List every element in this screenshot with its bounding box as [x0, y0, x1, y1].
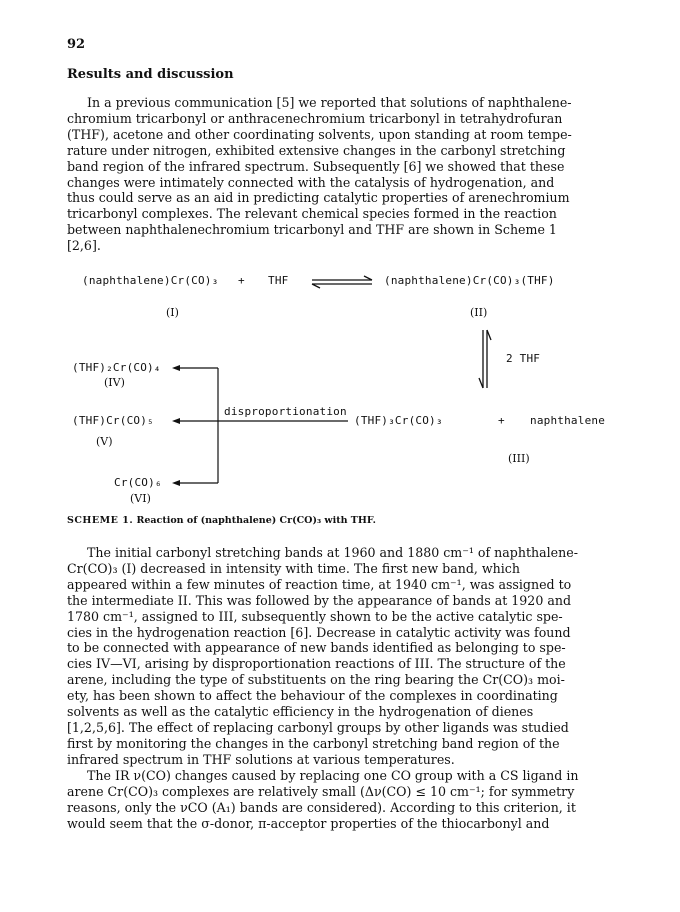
caption-text: Reaction of (naphthalene) Cr(CO)₃ with THF.	[136, 515, 376, 526]
paragraph-line: The initial carbonyl stretching bands at 1960 and 1880 cm⁻¹ of naphthalene-	[87, 545, 578, 560]
paragraph-line: to be connected with appearance of new bands identified as belonging to spe-	[67, 640, 566, 656]
paragraph-line: infrared spectrum in THF solutions at various temperatures.	[67, 751, 455, 767]
paragraph-line: solvents as well as the catalytic efficiency in the hydrogenation of dienes	[67, 704, 534, 720]
paragraph-ir-bands	[67, 545, 617, 768]
paragraph-line: [1,2,5,6]. The effect of replacing carbonyl groups by other ligands was studied	[67, 719, 569, 735]
paragraph-line: the intermediate II. This was followed by the appearance of bands at 1920 and	[67, 592, 572, 608]
plus-sign: +	[238, 274, 245, 287]
paragraph-line: (THF), acetone and other coordinating solvents, upon standing at room tempe-	[67, 126, 572, 142]
paragraph-line: changes were intimately connected with the catalysis of hydrogenation, and	[67, 174, 555, 190]
species-vi: Cr(CO)₆	[114, 476, 162, 489]
paragraph-line: Cr(CO)₃ (I) decreased in intensity with time. The first new band, which	[67, 560, 520, 576]
label-iv: (IV)	[104, 376, 125, 389]
paragraph-line: appeared within a few minutes of reaction time, at 1940 cm⁻¹, was assigned to	[67, 576, 572, 592]
two-thf-label: 2 THF	[506, 352, 541, 365]
thf-reagent: THF	[268, 274, 289, 287]
paragraph-line: 1780 cm⁻¹, assigned to III, subsequently shown to be the active catalytic spe-	[67, 608, 563, 624]
label-vi: (VI)	[130, 492, 151, 505]
paragraph-line: cies IV—VI, arising by disproportionation reactions of III. The structure of the	[67, 656, 566, 672]
paragraph-line: thus could serve as an aid in predicting catalytic properties of arenechromium	[67, 190, 570, 206]
paragraph-line: chromium tricarbonyl or anthracenechromium tricarbonyl in tetrahydrofuran	[67, 110, 563, 126]
paragraph-line: reasons, only the νCO (A₁) bands are considered). According to this criterion, it	[67, 799, 576, 815]
paragraph-line: arene Cr(CO)₃ complexes are relatively small (Δν(CO) ≤ 10 cm⁻¹; for symmetry	[67, 783, 575, 799]
paragraph-line: ety, has been shown to affect the behaviour of the complexes in coordinating	[67, 688, 558, 704]
label-iii: (III)	[508, 452, 530, 465]
paragraph-line: band region of the infrared spectrum. Subsequently [6] we showed that these	[67, 158, 565, 174]
species-v: (THF)Cr(CO)₅	[72, 414, 154, 427]
disproportionation-label: disproportionation	[224, 405, 347, 418]
paragraph-line: would seem that the σ-donor, π-acceptor properties of the thiocarbonyl and	[67, 815, 550, 831]
paragraph-line: between naphthalenechromium tricarbonyl and THF are shown in Scheme 1	[67, 222, 557, 238]
naphthalene-product: naphthalene	[530, 414, 606, 427]
species-iii: (THF)₃Cr(CO)₃	[354, 414, 443, 427]
product-ii: (naphthalene)Cr(CO)₃(THF)	[384, 274, 555, 287]
paragraph-line: cies in the hydrogenation reaction [6]. Decrease in catalytic activity was found	[67, 624, 571, 640]
reactant-naphthalene-cr-co3: (naphthalene)Cr(CO)₃	[82, 274, 219, 287]
label-v: (V)	[96, 435, 113, 448]
paragraph-line: tricarbonyl complexes. The relevant chemical species formed in the reaction	[67, 206, 557, 222]
species-iv: (THF)₂Cr(CO)₄	[72, 361, 161, 374]
paragraph-line: [2,6].	[67, 238, 101, 254]
scheme-caption	[67, 515, 376, 526]
label-ii: (II)	[470, 306, 488, 319]
label-i: (I)	[166, 306, 179, 319]
paragraph-line: rature under nitrogen, exhibited extensive changes in the carbonyl stretching	[67, 142, 566, 158]
paragraph-cs-ligand	[67, 768, 617, 832]
page-number: 92	[67, 37, 86, 52]
paragraph-line: The IR ν(CO) changes caused by replacing one CO group with a CS ligand in	[87, 768, 579, 783]
paragraph-line: In a previous communication [5] we reported that solutions of naphthalene-	[87, 95, 572, 110]
paragraph-line: first by monitoring the changes in the carbonyl stretching band region of the	[67, 735, 560, 751]
caption-lead: SCHEME 1.	[67, 515, 134, 526]
paragraph-line: arene, including the type of substituents on the ring bearing the Cr(CO)₃ moi-	[67, 672, 565, 688]
plus-sign: +	[498, 414, 505, 427]
section-heading: Results and discussion	[67, 67, 234, 82]
